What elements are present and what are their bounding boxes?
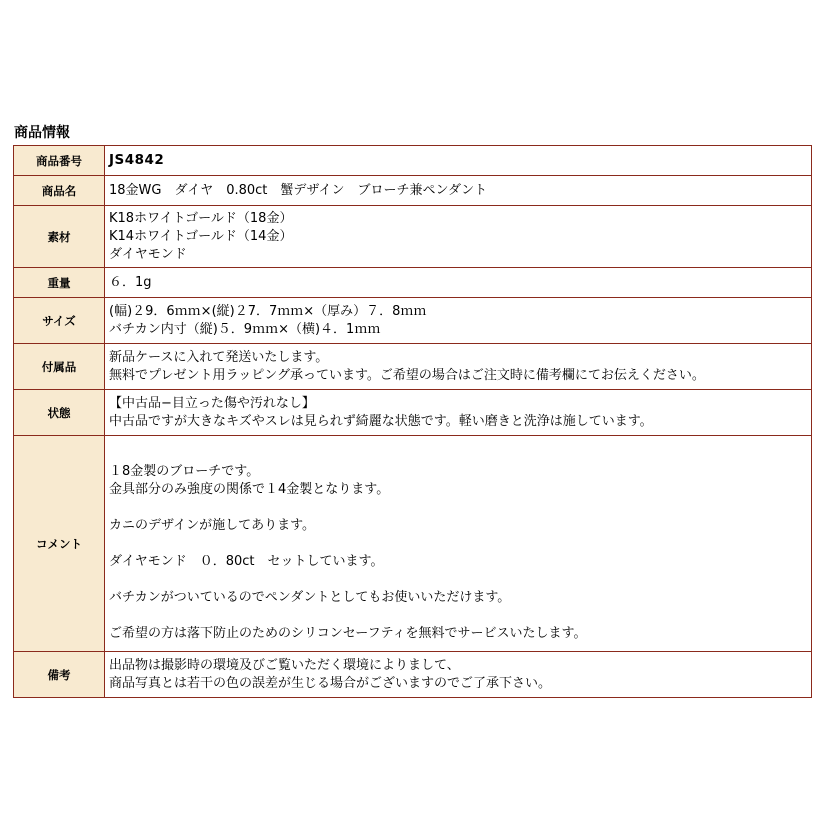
label-accessories: 付属品 (14, 344, 105, 390)
label-remarks: 備考 (14, 652, 105, 698)
size-line: バチカン内寸（縦)５．9ｍｍ×（横)４．1ｍｍ (109, 321, 381, 337)
value-product-number (105, 146, 812, 176)
comment-line: カニのデザインが施してあります。 (109, 517, 316, 533)
value-accessories (105, 344, 812, 390)
label-material: 素材 (14, 206, 105, 268)
comment-line (109, 499, 807, 517)
comment-line: 金具部分のみ強度の関係で１4金製となります。 (109, 481, 390, 497)
label-comment: コメント (14, 436, 105, 652)
material-line: K18ホワイトゴールド（18金） (109, 210, 293, 226)
value-product-name: 18金WG ダイヤ 0.80ct 蟹デザイン ブローチ兼ペンダント (105, 176, 812, 206)
size-line: (幅)２9．6ｍｍ×(縦)２7．7ｍｍ×（厚み）７．8ｍｍ (109, 303, 427, 319)
row-size (14, 298, 812, 344)
row-product-number (14, 146, 812, 176)
comment-line: ご希望の方は落下防止のためのシリコンセーフティを無料でサービスいたします。 (109, 625, 587, 641)
comment-line (109, 607, 807, 625)
comment-line: １8金製のブローチです。 (109, 463, 260, 479)
material-line: ダイヤモンド (109, 246, 187, 262)
label-product-name: 商品名 (14, 176, 105, 206)
comment-line (109, 535, 807, 553)
accessories-line: 無料でプレゼント用ラッピング承っています。ご希望の場合はご注文時に備考欄にてお伝えください。 (109, 367, 705, 383)
value-material (105, 206, 812, 268)
value-comment (105, 436, 812, 652)
comment-line (109, 571, 807, 589)
material-line: K14ホワイトゴールド（14金） (109, 228, 293, 244)
condition-line: 中古品ですが大きなキズやスレは見られず綺麗な状態です。軽い磨きと洗浄は施しています。 (109, 413, 653, 429)
accessories-line: 新品ケースに入れて発送いたします。 (109, 349, 329, 365)
comment-line (109, 445, 807, 463)
row-accessories (14, 344, 812, 390)
remarks-line: 商品写真とは若干の色の誤差が生じる場合がございますのでご了承下さい。 (109, 675, 552, 691)
row-product-name (14, 176, 812, 206)
condition-line: 【中古品−目立った傷や汚れなし】 (109, 395, 315, 411)
row-condition (14, 390, 812, 436)
value-remarks (105, 652, 812, 698)
value-size (105, 298, 812, 344)
section-title: 商品情報 (14, 125, 70, 141)
comment-line: ダイヤモンド ０．80ct セットしています。 (109, 553, 384, 569)
remarks-line: 出品物は撮影時の環境及びご覧いただく環境によりまして、 (109, 657, 460, 673)
product-number-text: JS4842 (109, 152, 165, 168)
label-size: サイズ (14, 298, 105, 344)
comment-line: バチカンがついているのでペンダントとしてもお使いいただけます。 (109, 589, 511, 605)
row-weight (14, 268, 812, 298)
value-condition (105, 390, 812, 436)
label-product-number: 商品番号 (14, 146, 105, 176)
product-info-table (13, 145, 812, 698)
row-remarks (14, 652, 812, 698)
row-comment (14, 436, 812, 652)
label-condition: 状態 (14, 390, 105, 436)
label-weight: 重量 (14, 268, 105, 298)
row-material (14, 206, 812, 268)
value-weight: ６．1g (105, 268, 812, 298)
